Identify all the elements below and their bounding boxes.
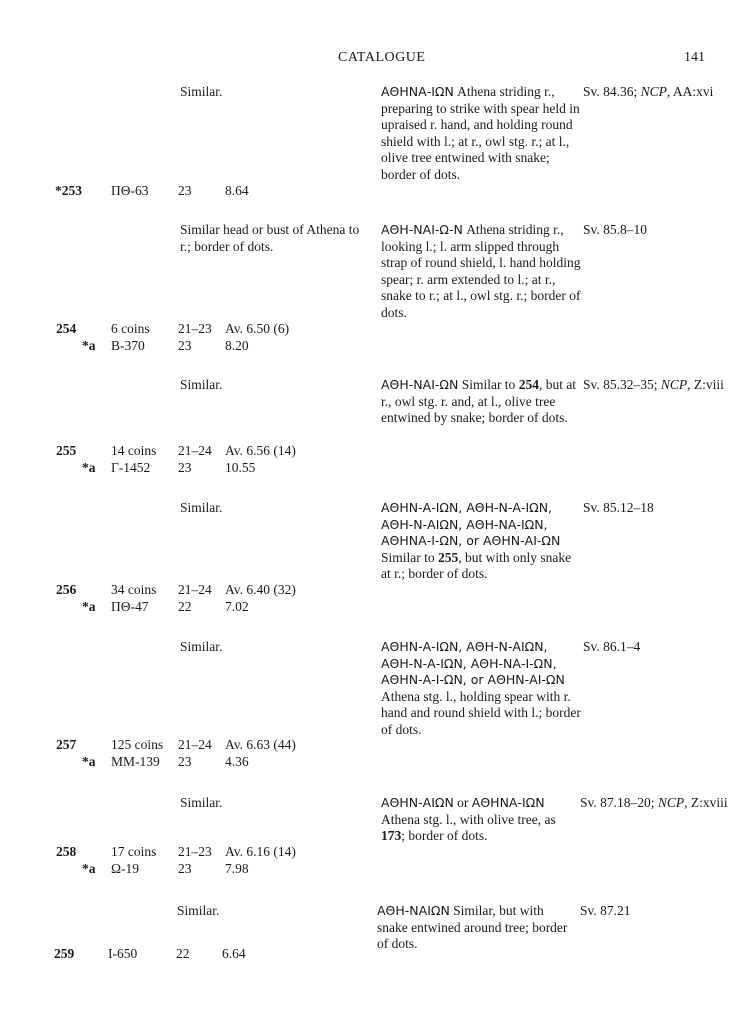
reverse-text: , but with only snake at r.; border of dots. <box>381 549 572 581</box>
specimen-row <box>0 338 748 355</box>
sub-specimen: *a <box>82 338 96 353</box>
reference-text: Sv. 87.18–20; <box>580 795 658 810</box>
die-axis: 22 <box>178 599 192 614</box>
weight: Av. 6.40 (32) <box>225 582 296 597</box>
specimen-id: MM-139 <box>111 754 160 769</box>
obverse-description: Similar. <box>177 903 220 918</box>
weight: 10.55 <box>225 460 256 475</box>
reverse-legend: ΑΘΗ-ΝΑΙ-Ω-Ν <box>381 222 463 237</box>
reference-suffix: , AA:xvi <box>666 84 714 99</box>
specimen-id: ΠΘ-47 <box>111 599 149 614</box>
die-axis: 23 <box>178 754 192 769</box>
catalogue-number: 256 <box>56 582 77 597</box>
catalogue-number: 257 <box>56 737 77 752</box>
specimen-id: Ι-650 <box>108 946 138 961</box>
specimen-row <box>0 321 748 338</box>
reverse-legend: ΑΘΗ-ΝΑΙΩΝ <box>377 903 450 918</box>
specimen-row <box>0 754 748 771</box>
specimen-id: Ω-19 <box>111 861 140 876</box>
cross-reference: 254 <box>518 377 539 392</box>
specimen-count: 17 coins <box>111 844 157 859</box>
weight: 8.64 <box>225 183 249 198</box>
obverse-description: Similar. <box>180 84 223 99</box>
reverse-legend: ΑΘΗΝΑ-ΙΩΝ <box>471 795 545 810</box>
catalogue-number: 259 <box>54 946 75 961</box>
reverse-text: Athena striding r., looking l.; l. arm slipped through strap of round shield, l. hand holding spear; r. arm extended to l.; at r., snake to r.; at l., owl stg. r.; border of dots. <box>381 222 581 320</box>
weight: 6.64 <box>222 946 246 961</box>
weight: 7.02 <box>225 599 249 614</box>
reverse-text: ; border of dots. <box>401 828 488 843</box>
specimen-row <box>0 582 748 599</box>
reverse-text: Athena stg. l., with olive tree, as <box>381 811 556 827</box>
reference <box>583 639 733 656</box>
weight: Av. 6.16 (14) <box>225 844 296 859</box>
cross-reference: 173 <box>381 828 402 843</box>
obverse-description: Similar. <box>180 377 223 392</box>
specimen-id: ΠΘ-63 <box>111 183 149 198</box>
specimen-row <box>0 946 748 963</box>
reference <box>583 377 733 394</box>
reverse-text: or <box>453 795 472 810</box>
catalogue-number: 258 <box>56 844 77 859</box>
reference <box>580 795 730 812</box>
weight: 7.98 <box>225 861 249 876</box>
reverse-legend: ΑΘΗΝ-Α-ΙΩΝ, ΑΘΗ-Ν-ΑΙΩΝ, ΑΘΗ-Ν-Α-ΙΩΝ, ΑΘΗ-ΝΑ-Ι-ΩΝ, ΑΘΗΝ-Α-Ι-ΩΝ, or ΑΘΗΝ-ΑΙ-ΩΝ <box>381 639 565 687</box>
die-axis: 23 <box>178 460 192 475</box>
cross-reference: 255 <box>438 549 459 565</box>
weight: Av. 6.50 (6) <box>225 321 290 336</box>
weight: 4.36 <box>225 754 249 769</box>
specimen-row <box>0 737 748 754</box>
sub-specimen: *a <box>82 861 96 876</box>
catalogue-number: 255 <box>56 443 77 458</box>
specimen-row <box>0 844 748 861</box>
running-title: CATALOGUE <box>338 50 426 65</box>
page-number: 141 <box>684 50 705 65</box>
reverse-legend: ΑΘΗΝ-Α-ΙΩΝ, ΑΘΗ-Ν-Α-ΙΩΝ, ΑΘΗ-Ν-ΑΙΩΝ, ΑΘΗ-ΝΑ-ΙΩΝ, ΑΘΗΝΑ-Ι-ΩΝ, or ΑΘΗΝ-ΑΙ-ΩΝ <box>381 500 561 548</box>
page-header <box>0 50 748 70</box>
reverse-description <box>381 222 581 321</box>
reverse-description <box>381 639 581 738</box>
sub-specimen: *a <box>82 460 96 475</box>
specimen-row <box>0 599 748 616</box>
weight: Av. 6.63 (44) <box>225 737 296 752</box>
reverse-description <box>381 377 581 427</box>
reference-suffix: , Z:viii <box>687 377 724 392</box>
obverse-description: Similar head or bust of Athena to r.; border of dots. <box>180 222 360 254</box>
reverse-text: , but at r., owl stg. r. and, at l., olive tree entwined by snake; border of dots. <box>381 377 577 425</box>
specimen-row <box>0 460 748 477</box>
specimen-count: 34 coins <box>111 582 157 597</box>
reverse-description <box>381 84 581 183</box>
reference-text: Sv. 87.21 <box>580 903 631 918</box>
obverse-description: Similar. <box>180 795 223 810</box>
die-axis: 21–24 <box>178 443 212 458</box>
die-axis: 23 <box>178 183 192 198</box>
specimen-row <box>0 443 748 460</box>
die-axis: 21–24 <box>178 582 212 597</box>
weight: 8.20 <box>225 338 249 353</box>
obverse-description: Similar. <box>180 639 223 654</box>
reverse-text: Similar, but with snake entwined around tree; border of dots. <box>377 903 568 951</box>
reverse-legend: ΑΘΗΝ-ΑΙΩΝ <box>381 795 454 810</box>
specimen-row <box>0 183 748 200</box>
reverse-text: Athena stg. l., holding spear with r. hand and round shield with l.; border of dots. <box>381 688 581 737</box>
die-axis: 21–24 <box>178 737 212 752</box>
reference-text: Sv. 85.12–18 <box>583 500 654 515</box>
reference <box>580 903 730 920</box>
die-axis: 21–23 <box>178 321 212 336</box>
specimen-id: Γ-1452 <box>111 460 151 475</box>
reference-italic: NCP <box>657 795 685 810</box>
reference-suffix: , Z:xviii <box>684 795 728 810</box>
die-axis: 22 <box>176 946 190 961</box>
specimen-id: B-370 <box>111 338 145 353</box>
die-axis: 23 <box>178 861 192 876</box>
reference-italic: NCP <box>660 377 688 392</box>
catalogue-number: 254 <box>56 321 77 336</box>
reference-text: Sv. 85.8–10 <box>583 222 648 237</box>
obverse-description: Similar. <box>180 500 223 515</box>
reverse-text: Athena striding r., preparing to strike with spear held in upraised r. hand, and holding round shield with l.; at r., owl stg. r.; at l., olive tree entwined with snake; border of dots. <box>381 84 580 182</box>
specimen-count: 6 coins <box>111 321 150 336</box>
reference-text: Sv. 86.1–4 <box>583 639 641 654</box>
catalogue-number: *253 <box>55 183 82 198</box>
weight: Av. 6.56 (14) <box>225 443 296 458</box>
die-axis: 21–23 <box>178 844 212 859</box>
reverse-text: Similar to <box>381 549 438 565</box>
specimen-count: 14 coins <box>111 443 157 458</box>
reference <box>583 84 733 101</box>
die-axis: 23 <box>178 338 192 353</box>
specimen-count: 125 coins <box>111 737 164 752</box>
sub-specimen: *a <box>82 599 96 614</box>
reverse-description <box>381 500 581 583</box>
reference-italic: NCP <box>640 84 667 99</box>
reverse-text: Similar to <box>458 377 519 392</box>
reference-text: Sv. 85.32–35; <box>583 377 661 392</box>
reference <box>583 222 733 239</box>
reference <box>583 500 733 517</box>
reverse-legend: ΑΘΗ-ΝΑΙ-ΩΝ <box>381 377 459 392</box>
sub-specimen: *a <box>82 754 96 769</box>
reverse-description <box>381 795 581 845</box>
reference-text: Sv. 84.36; <box>583 84 641 99</box>
reverse-legend: ΑΘΗΝΑ-ΙΩΝ <box>381 84 454 99</box>
specimen-row <box>0 861 748 878</box>
